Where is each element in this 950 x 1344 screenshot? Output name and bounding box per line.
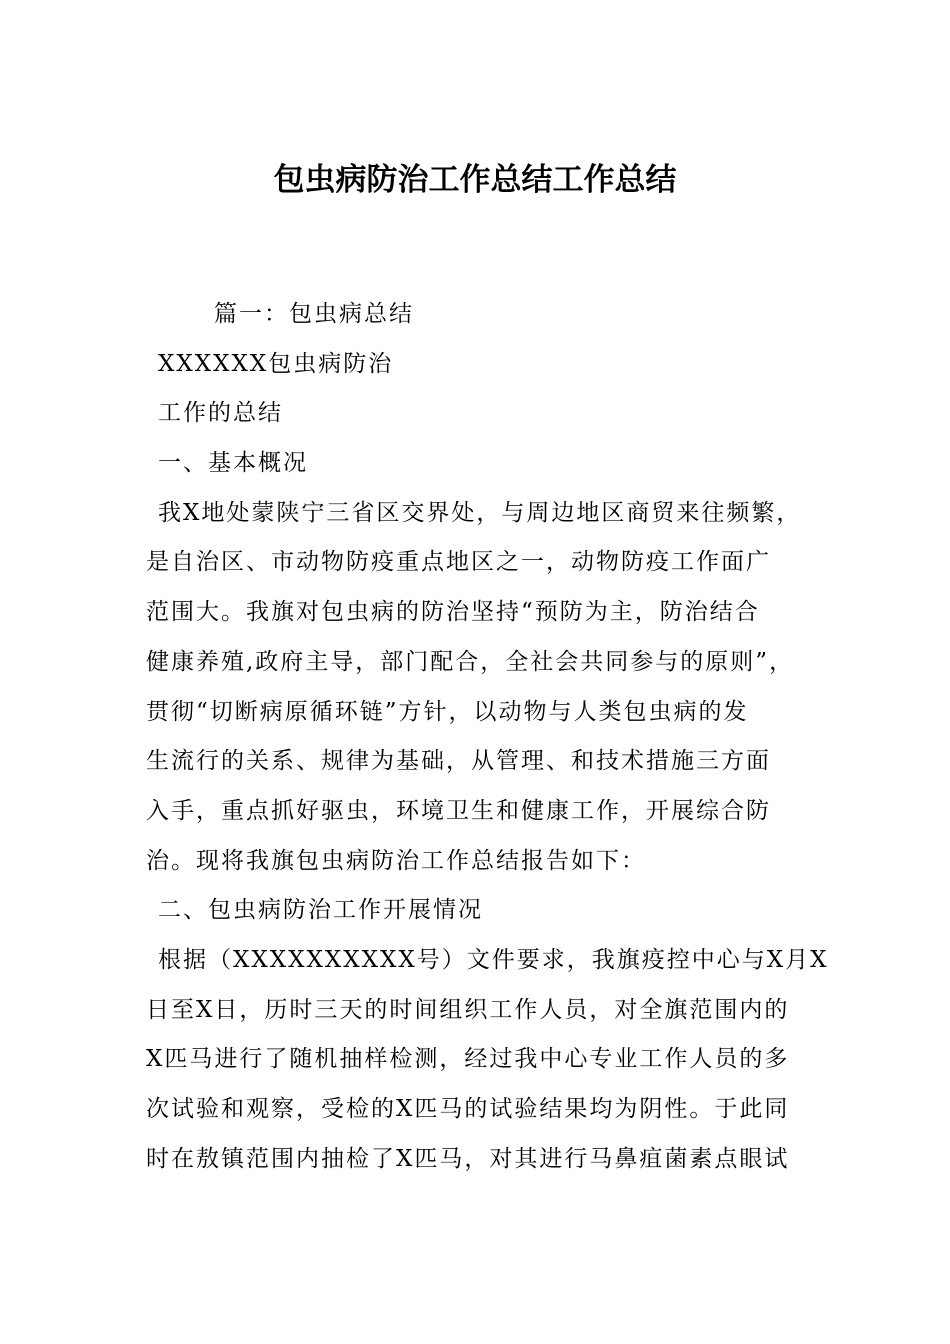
paragraph-line: 治。现将我旗包虫病防治工作总结报告如下：	[146, 847, 646, 874]
paragraph-line: 次试验和观察，受检的X匹马的试验结果均为阴性。于此同	[146, 1096, 790, 1122]
paragraph-line: X匹马进行了随机抽样检测，经过我中心专业工作人员的多	[146, 1046, 790, 1073]
document-body	[146, 290, 829, 1184]
section-heading: 二、包虫病防治工作开展情况	[158, 897, 483, 924]
paragraph-line: 入手，重点抓好驱虫，环境卫生和健康工作，开展综合防	[146, 797, 771, 824]
body-line: 工作的总结	[158, 400, 283, 427]
section-heading: 篇一：包虫病总结	[214, 301, 414, 327]
paragraph-line: 时在敖镇范围内抽检了X匹马，对其进行马鼻疽菌素点眼试	[146, 1145, 790, 1172]
paragraph-line: 健康养殖,政府主导，部门配合，全社会共同参与的原则”，	[146, 648, 795, 675]
paragraph-line: 生流行的关系、规律为基础，从管理、和技术措施三方面	[146, 748, 771, 775]
paragraph-line: 贯彻“切断病原循环链”方针，以动物与人类包虫病的发	[146, 698, 749, 725]
paragraph-line: 我X地处蒙陕宁三省区交界处，与周边地区商贸来往频繁，	[158, 499, 802, 526]
section-heading: 一、基本概况	[158, 450, 308, 477]
document-title: 包虫病防治工作总结工作总结	[273, 162, 677, 198]
paragraph-line: 范围大。我旗对包虫病的防治坚持“预防为主，防治结合	[146, 599, 760, 626]
body-line: XXXXXX包虫病防治	[158, 350, 394, 377]
paragraph-line: 根据（XXXXXXXXXX号）文件要求，我旗疫控中心与X月X	[158, 946, 829, 973]
paragraph-line: 是自治区、市动物防疫重点地区之一，动物防疫工作面广	[146, 549, 771, 576]
paragraph-line: 日至X日，历时三天的时间组织工作人员，对全旗范围内的	[146, 996, 790, 1023]
